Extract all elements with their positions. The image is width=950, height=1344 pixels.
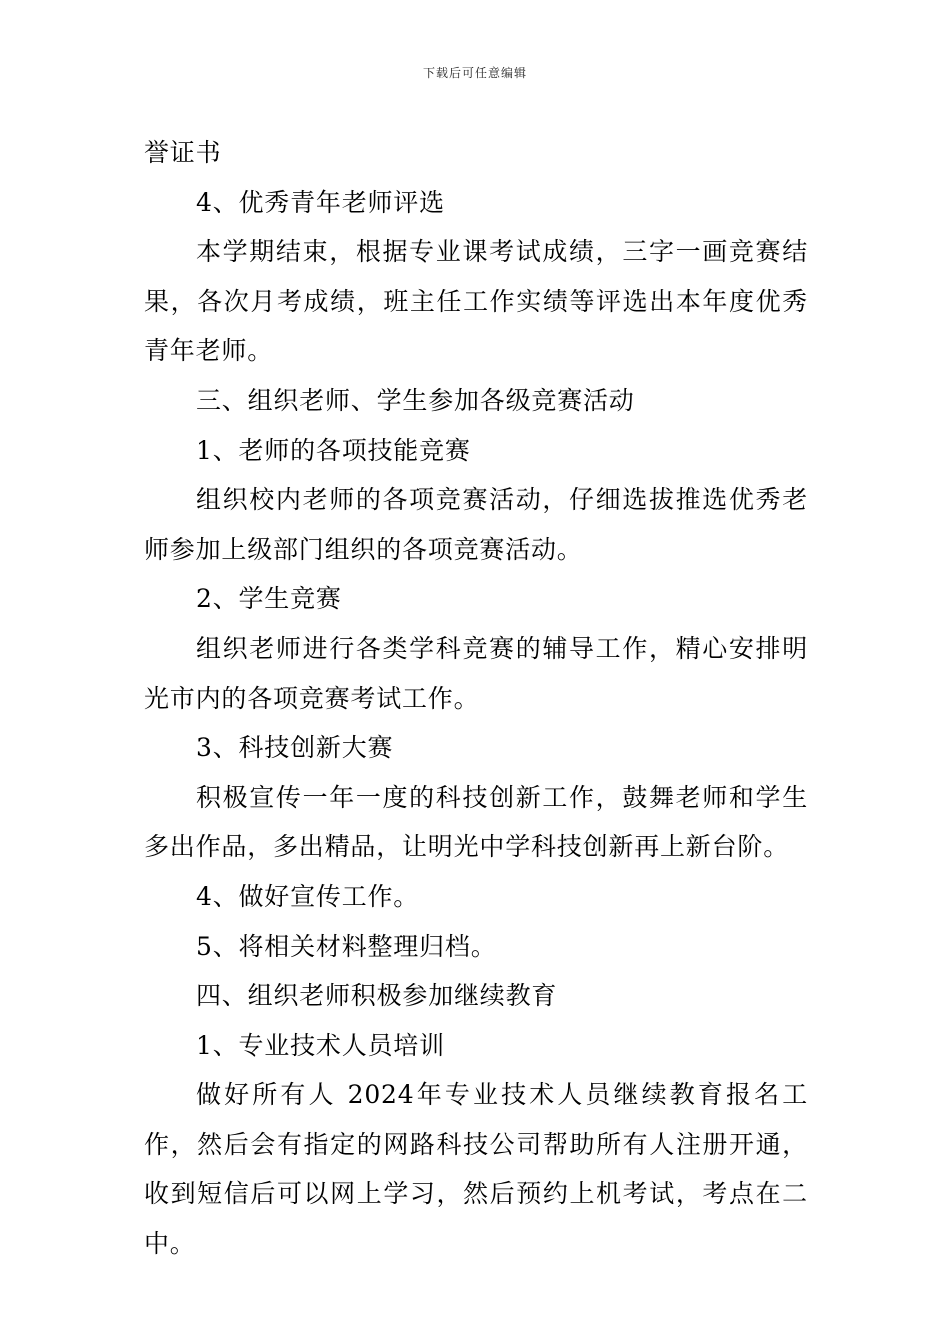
paragraph: 3、科技创新大赛 [196, 733, 394, 763]
paragraph: 积极宣传一年一度的科技创新工作，鼓舞老师和学生多出作品，多出精品，让明光中学科技创新再上新台阶。 [144, 782, 808, 862]
paragraph: 做好所有人 2024年专业技术人员继续教育报名工作，然后会有指定的网路科技公司帮助所有人注册开通，收到短信后可以网上学习，然后预约上机考试，考点在二中。 [144, 1080, 808, 1259]
section-heading: 三、组织老师、学生参加各级竞赛活动 [196, 385, 635, 415]
paragraph: 誉证书 [144, 138, 222, 167]
paragraph: 组织老师进行各类学科竞赛的辅导工作，精心安排明光市内的各项竞赛考试工作。 [144, 633, 808, 713]
paragraph: 5、将相关材料整理归档。 [196, 931, 497, 961]
paragraph: 4、优秀青年老师评选 [196, 187, 445, 217]
section-heading: 四、组织老师积极参加继续教育 [196, 981, 558, 1011]
paragraph: 1、老师的各项技能竞赛 [196, 435, 471, 465]
paragraph: 组织校内老师的各项竞赛活动，仔细选拔推选优秀老师参加上级部门组织的各项竞赛活动。 [144, 485, 808, 564]
paragraph: 1、专业技术人员培训 [196, 1030, 445, 1060]
document-body [144, 128, 808, 1269]
paragraph: 2、学生竞赛 [196, 584, 342, 614]
paragraph: 4、做好宣传工作。 [196, 881, 420, 911]
page-header-note: 下载后可任意编辑 [422, 66, 527, 80]
paragraph: 本学期结束，根据专业课考试成绩，三字一画竞赛结果，各次月考成绩，班主任工作实绩等评选出本年度优秀青年老师。 [144, 237, 808, 366]
